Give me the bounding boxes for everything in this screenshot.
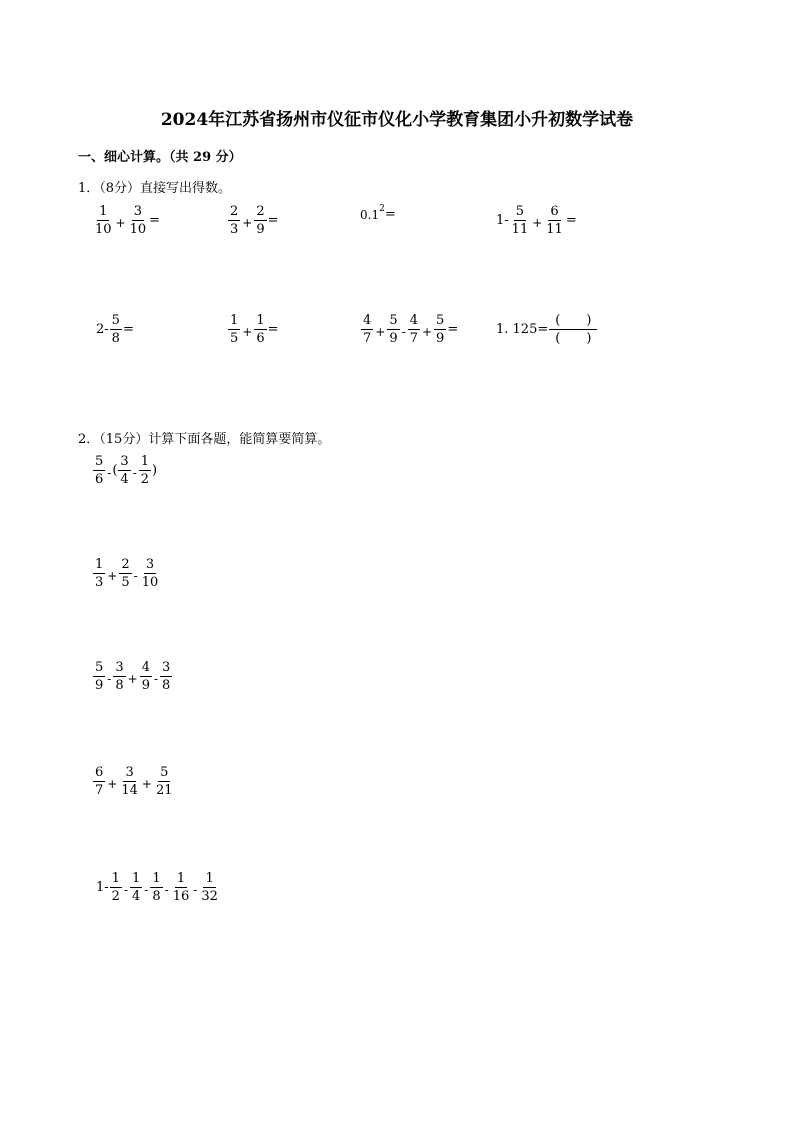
operator: + bbox=[115, 215, 126, 230]
denominator: 8 bbox=[115, 678, 124, 693]
fraction bbox=[93, 661, 105, 692]
numerator: 4 bbox=[141, 660, 150, 675]
fraction bbox=[93, 455, 105, 486]
fraction bbox=[113, 661, 125, 692]
expression-text: = bbox=[149, 213, 161, 228]
numerator: 1 bbox=[205, 871, 214, 886]
fraction bbox=[128, 205, 149, 236]
denominator: 5 bbox=[121, 575, 130, 590]
numerator: 3 bbox=[133, 204, 143, 219]
denominator: 9 bbox=[141, 678, 150, 693]
fraction bbox=[544, 205, 565, 236]
numerator: 1 bbox=[99, 204, 108, 219]
expression-text: ( bbox=[112, 463, 118, 478]
operator: - bbox=[144, 882, 149, 897]
operator: - bbox=[401, 324, 406, 339]
denominator: ( ) bbox=[555, 331, 592, 346]
fraction bbox=[119, 558, 131, 589]
denominator: 6 bbox=[256, 331, 265, 346]
fraction bbox=[110, 872, 122, 903]
numerator: 5 bbox=[515, 204, 525, 219]
fraction bbox=[254, 314, 266, 345]
page-title: 2024年江苏省扬州市仪征市仪化小学教育集团小升初数学试卷 bbox=[160, 110, 634, 130]
exponent: 2 bbox=[379, 204, 385, 214]
numerator: 1 bbox=[152, 871, 161, 886]
denominator: 7 bbox=[363, 331, 372, 346]
fraction bbox=[154, 766, 175, 797]
numerator: 1 bbox=[95, 557, 104, 572]
numerator: 5 bbox=[389, 313, 398, 328]
q1-item-3 bbox=[360, 204, 396, 222]
denominator: 2 bbox=[140, 472, 150, 487]
expression-text: 1. 125= bbox=[496, 322, 549, 337]
q1-item-1 bbox=[92, 205, 160, 236]
numerator: 1 bbox=[176, 871, 186, 886]
numerator: 5 bbox=[111, 313, 120, 328]
fraction bbox=[130, 872, 142, 903]
numerator: 1 bbox=[140, 454, 150, 469]
expression-text: = bbox=[384, 207, 396, 222]
denominator: 7 bbox=[409, 331, 418, 346]
q1-item-5 bbox=[96, 314, 134, 345]
operator: + bbox=[107, 776, 118, 791]
denominator: 16 bbox=[172, 889, 190, 904]
denominator: 8 bbox=[162, 678, 171, 693]
q1-item-6 bbox=[227, 314, 279, 345]
q2-problem-3 bbox=[92, 661, 173, 692]
numerator: 3 bbox=[115, 660, 124, 675]
expression-text: 2- bbox=[96, 322, 109, 337]
q2-problem-5 bbox=[96, 872, 221, 903]
fraction bbox=[199, 872, 220, 903]
fraction bbox=[171, 872, 192, 903]
denominator: 2 bbox=[111, 889, 120, 904]
expression-text: = bbox=[267, 322, 279, 337]
fraction bbox=[140, 558, 161, 589]
denominator: 3 bbox=[95, 575, 104, 590]
q2-problem-1 bbox=[92, 455, 157, 486]
expression-text: 1- bbox=[96, 880, 109, 895]
fraction bbox=[139, 455, 151, 486]
numerator: 2 bbox=[121, 557, 130, 572]
denominator: 9 bbox=[436, 331, 445, 346]
denominator: 5 bbox=[230, 331, 239, 346]
numerator: 5 bbox=[160, 765, 169, 780]
fraction bbox=[254, 205, 266, 236]
denominator: 3 bbox=[230, 222, 239, 237]
numerator: 2 bbox=[230, 204, 239, 219]
operator: + bbox=[242, 215, 253, 230]
denominator: 21 bbox=[155, 783, 173, 798]
question-2-label: 2．（15分）计算下面各题，能简算要简算。 bbox=[78, 432, 331, 447]
denominator: 14 bbox=[121, 783, 138, 798]
numerator: 5 bbox=[95, 454, 104, 469]
numerator: 5 bbox=[436, 313, 445, 328]
fraction bbox=[361, 314, 373, 345]
expression-text: = bbox=[565, 213, 577, 228]
fraction bbox=[140, 661, 152, 692]
fraction bbox=[160, 661, 172, 692]
fraction bbox=[119, 766, 140, 797]
numerator: 3 bbox=[125, 765, 134, 780]
operator: + bbox=[242, 324, 253, 339]
fraction bbox=[93, 766, 105, 797]
numerator: 1 bbox=[132, 871, 141, 886]
fraction bbox=[110, 314, 122, 345]
denominator: 8 bbox=[152, 889, 161, 904]
denominator: 11 bbox=[511, 222, 529, 237]
numerator: 6 bbox=[550, 204, 559, 219]
expression-text: 1- bbox=[496, 213, 509, 228]
operator: - bbox=[193, 882, 198, 897]
answer-blank-fraction[interactable] bbox=[549, 314, 597, 345]
fraction bbox=[434, 314, 446, 345]
fraction bbox=[93, 205, 114, 236]
denominator: 8 bbox=[111, 331, 120, 346]
operator: + bbox=[107, 568, 118, 583]
denominator: 9 bbox=[95, 678, 104, 693]
denominator: 10 bbox=[95, 222, 112, 237]
numerator: 4 bbox=[363, 313, 372, 328]
operator: + bbox=[375, 324, 386, 339]
numerator: 4 bbox=[409, 313, 418, 328]
denominator: 6 bbox=[95, 472, 104, 487]
operator: - bbox=[133, 568, 138, 583]
numerator: 1 bbox=[256, 313, 265, 328]
numerator: 6 bbox=[95, 765, 104, 780]
fraction bbox=[150, 872, 162, 903]
denominator: 11 bbox=[546, 222, 563, 237]
operator: - bbox=[107, 465, 112, 480]
fraction bbox=[118, 455, 130, 486]
denominator: 10 bbox=[129, 222, 147, 237]
fraction bbox=[93, 558, 105, 589]
denominator: 4 bbox=[132, 889, 141, 904]
operator: - bbox=[107, 671, 112, 686]
q1-item-8 bbox=[496, 314, 598, 345]
q1-item-7 bbox=[360, 314, 458, 345]
fraction bbox=[228, 205, 240, 236]
operator: - bbox=[164, 882, 169, 897]
denominator: 32 bbox=[201, 889, 218, 904]
denominator: 7 bbox=[95, 783, 104, 798]
numerator: 3 bbox=[120, 454, 129, 469]
operator: + bbox=[421, 324, 433, 339]
expression-text: = bbox=[447, 322, 459, 337]
numerator: 5 bbox=[95, 660, 104, 675]
numerator: 3 bbox=[162, 660, 171, 675]
denominator: 10 bbox=[141, 575, 159, 590]
fraction bbox=[510, 205, 531, 236]
denominator: 9 bbox=[256, 222, 265, 237]
denominator: 9 bbox=[389, 331, 398, 346]
numerator: 2 bbox=[256, 204, 265, 219]
q2-problem-2 bbox=[92, 558, 161, 589]
operator: - bbox=[123, 882, 129, 897]
operator: + bbox=[532, 215, 543, 230]
q1-item-4 bbox=[496, 205, 577, 236]
fraction bbox=[408, 314, 420, 345]
expression-text: 0.1 bbox=[360, 207, 380, 222]
numerator: 1 bbox=[230, 313, 239, 328]
q1-item-2 bbox=[227, 205, 279, 236]
question-1-label: 1．（8分）直接写出得数。 bbox=[78, 181, 232, 196]
operator: + bbox=[141, 776, 152, 791]
denominator: 4 bbox=[120, 472, 129, 487]
expression-text: = bbox=[122, 322, 134, 337]
operator: - bbox=[153, 671, 159, 686]
expression-text: = bbox=[267, 213, 279, 228]
expression-text: ) bbox=[152, 463, 158, 478]
q2-problem-4 bbox=[92, 766, 176, 797]
section-heading: 一、细心计算。（共 29 分） bbox=[78, 150, 242, 165]
numerator: 1 bbox=[111, 871, 120, 886]
fraction bbox=[387, 314, 399, 345]
operator: - bbox=[132, 465, 137, 480]
numerator: ( ) bbox=[549, 314, 597, 330]
operator: + bbox=[127, 671, 138, 686]
numerator: 3 bbox=[145, 557, 155, 572]
fraction bbox=[228, 314, 240, 345]
